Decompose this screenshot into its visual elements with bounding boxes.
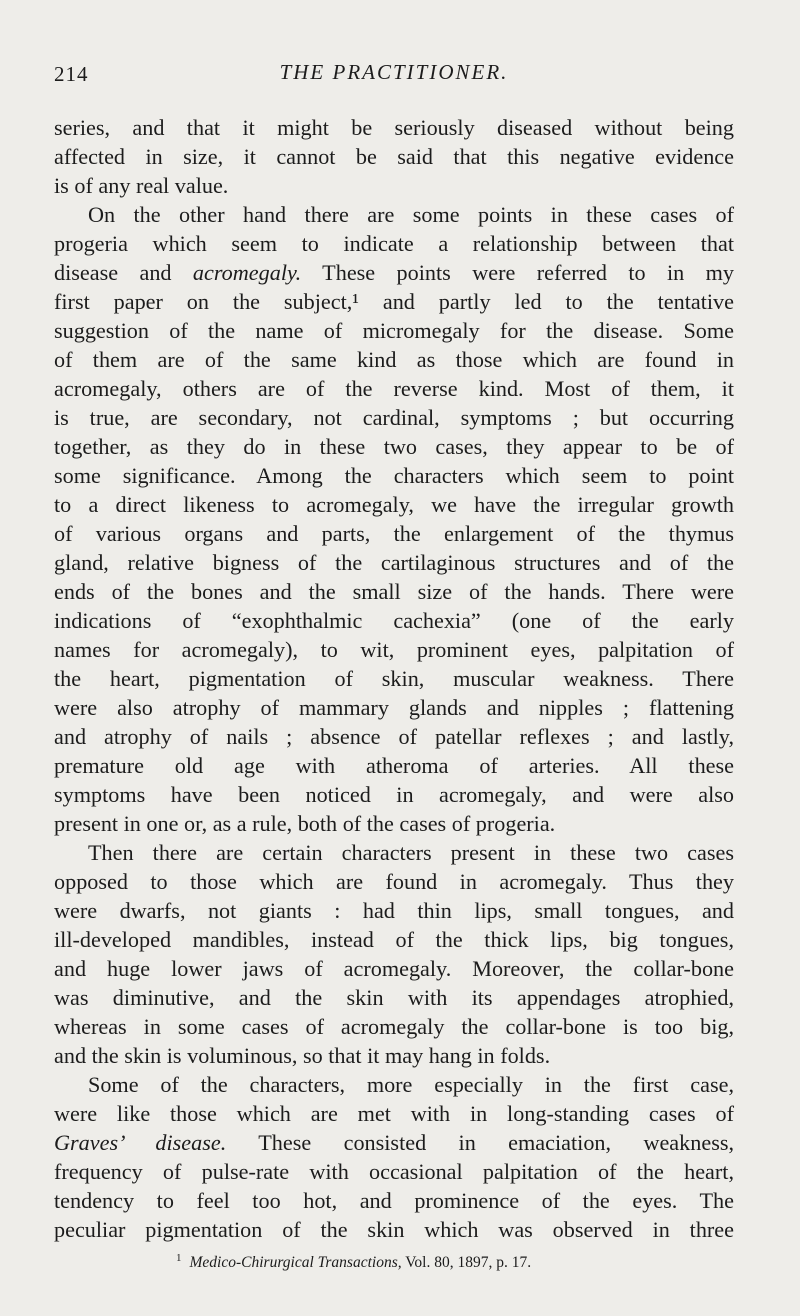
footnote-marker: 1 — [176, 1252, 182, 1264]
text-line: some significance. Among the characters which seem to point — [54, 463, 734, 488]
text-line: peculiar pigmentation of the skin which was observed in three — [54, 1217, 734, 1242]
text-line: of various organs and parts, the enlargement of the thymus — [54, 521, 734, 546]
text-line: names for acromegaly), to wit, prominent eyes, palpitation of — [54, 637, 734, 662]
text-line: and huge lower jaws of acromegaly. Moreover, the collar-bone — [54, 956, 734, 981]
text-line: affected in size, it cannot be said that this negative evidence — [54, 144, 734, 169]
text-line — [54, 1128, 734, 1157]
text-line: first paper on the subject,¹ and partly led to the tentative — [54, 289, 734, 314]
text-line: opposed to those which are found in acromegaly. Thus they — [54, 869, 734, 894]
text-line: was diminutive, and the skin with its appendages atrophied, — [54, 985, 734, 1010]
text-line: of them are of the same kind as those which are found in — [54, 347, 734, 372]
text-line: symptoms have been noticed in acromegaly, and were also — [54, 782, 734, 807]
text-line: the heart, pigmentation of skin, muscular weakness. There — [54, 666, 734, 691]
text-line: gland, relative bigness of the cartilaginous structures and of the — [54, 550, 734, 575]
text-line: frequency of pulse-rate with occasional palpitation of the heart, — [54, 1159, 734, 1184]
page-header — [54, 60, 734, 92]
text-line: premature old age with atheroma of arteries. All these — [54, 753, 734, 778]
text-line: tendency to feel too hot, and prominence of the eyes. The — [54, 1188, 734, 1213]
text-line: Some of the characters, more especially in the first case, — [88, 1072, 734, 1097]
text-line: ill-developed mandibles, instead of the thick lips, big tongues, — [54, 927, 734, 952]
text-line: is of any real value. — [54, 173, 229, 198]
text-line: On the other hand there are some points in these cases of — [88, 202, 734, 227]
text-line: were like those which are met with in long-standing cases of — [54, 1101, 734, 1126]
text-line: present in one or, as a rule, both of the cases of progeria. — [54, 811, 556, 836]
text-line: indications of “exophthalmic cachexia” (one of the early — [54, 608, 734, 633]
italic-term: Graves’ disease. — [54, 1130, 227, 1155]
text-line: together, as they do in these two cases, they appear to be of — [54, 434, 734, 459]
text-line: were also atrophy of mammary glands and nipples ; flattening — [54, 695, 734, 720]
text-segment: disease and — [54, 260, 193, 285]
text-line: were dwarfs, not giants : had thin lips, small tongues, and — [54, 898, 734, 923]
text-line: and atrophy of nails ; absence of patellar reflexes ; and lastly, — [54, 724, 734, 749]
text-segment: These points were referred to in my — [301, 260, 734, 285]
text-line: ends of the bones and the small size of the hands. There were — [54, 579, 734, 604]
running-title: THE PRACTITIONER. — [279, 60, 509, 84]
italic-term: acromegaly. — [192, 260, 302, 285]
text-line: suggestion of the name of micromegaly for the disease. Some — [54, 318, 734, 343]
body-text — [54, 113, 734, 1244]
footnote-journal: Medico-Chirurgical Transactions, — [189, 1254, 402, 1272]
text-line: progeria which seem to indicate a relationship between that — [54, 231, 734, 256]
text-line: acromegaly, others are of the reverse kind. Most of them, it — [54, 376, 734, 401]
text-line: is true, are secondary, not cardinal, symptoms ; but occurring — [54, 405, 734, 430]
text-line — [54, 258, 734, 287]
text-line: to a direct likeness to acromegaly, we have the irregular growth — [54, 492, 734, 517]
text-segment: These consisted in emaciation, weakness, — [226, 1130, 735, 1155]
text-line: Then there are certain characters present in these two cases — [88, 840, 734, 865]
page-number: 214 — [54, 62, 89, 86]
text-line: whereas in some cases of acromegaly the collar-bone is too big, — [54, 1014, 734, 1039]
text-line: series, and that it might be seriously diseased without being — [54, 115, 734, 140]
footnote — [176, 1252, 531, 1272]
text-line: and the skin is voluminous, so that it may hang in folds. — [54, 1043, 551, 1068]
footnote-citation: Vol. 80, 1897, p. 17. — [401, 1254, 532, 1272]
